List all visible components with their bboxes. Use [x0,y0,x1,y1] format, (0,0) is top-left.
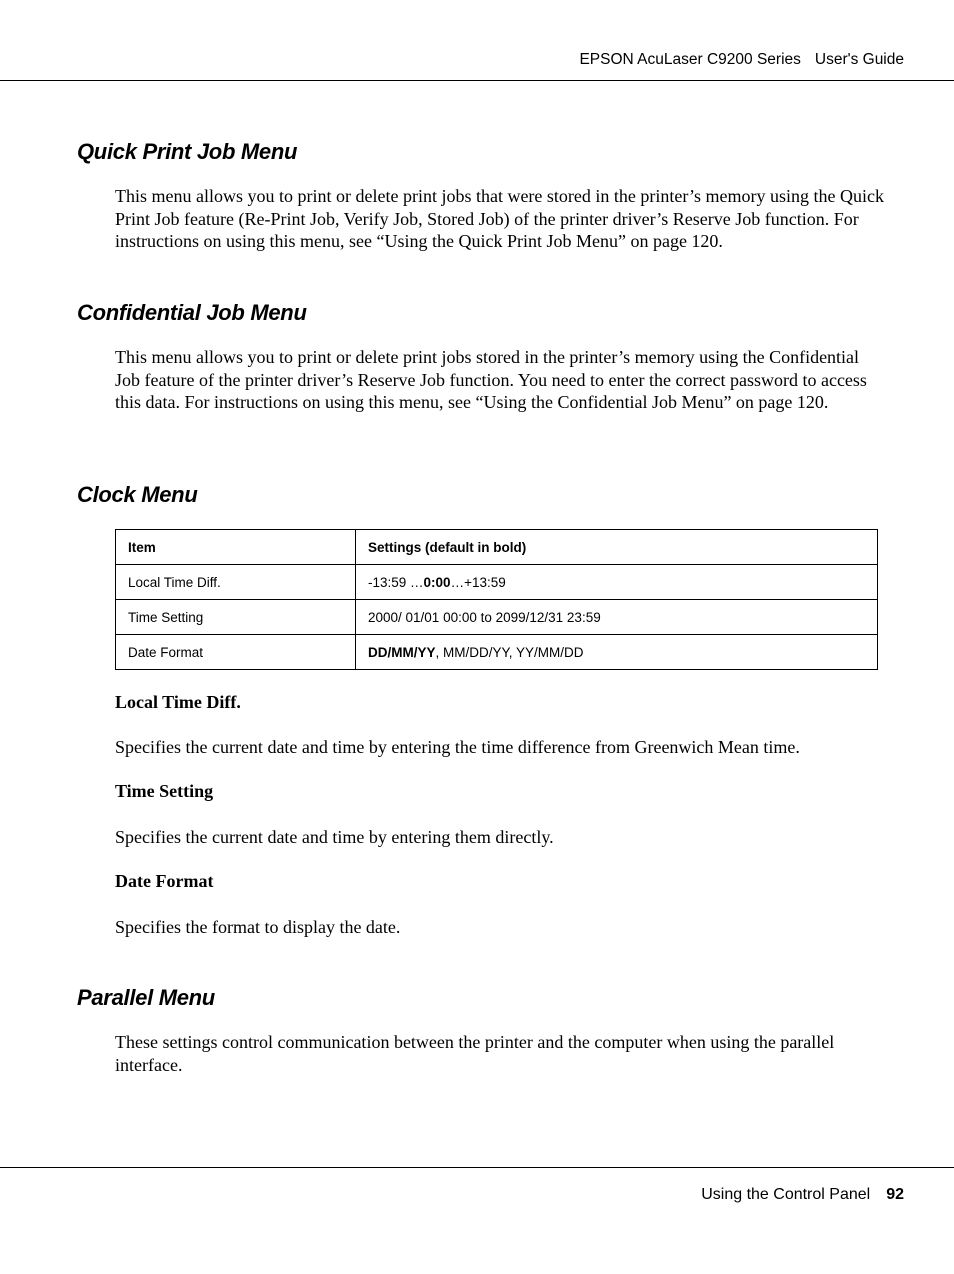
table-header-row [116,530,878,565]
table-row [116,600,878,635]
time-setting-subheading: Time Setting [115,781,214,801]
time-setting-body: Specifies the current date and time by entering them directly. [115,827,554,847]
clock-heading: Clock Menu [77,482,198,507]
confidential-heading: Confidential Job Menu [77,300,307,325]
cell-settings: 2000/ 01/01 00:00 to 2099/12/31 23:59 [356,600,878,635]
cell-settings: DD/MM/YY, MM/DD/YY, YY/MM/DD [356,635,878,670]
clock-settings-table [115,529,878,670]
footer-section: Using the Control Panel [701,1186,871,1203]
header-rule [0,80,954,81]
column-header-settings: Settings (default in bold) [356,530,878,565]
cell-item: Time Setting [116,600,356,635]
footer-rule [0,1167,954,1168]
running-footer [701,1186,904,1204]
date-format-subheading: Date Format [115,871,214,891]
header-product: EPSON AcuLaser C9200 Series [579,51,801,68]
quick-print-body: This menu allows you to print or delete print jobs that were stored in the printer’s memory using the Quick Print Job feature (Re-Print Job, Verify Job, Stored Job) of the printer driver’s Reserve Job function. For instructions on using this menu, see “Using the Quick Print Job Menu” on page 120. [115,186,885,251]
header-guide: User's Guide [814,51,904,68]
cell-item: Date Format [116,635,356,670]
cell-item: Local Time Diff. [116,565,356,600]
date-format-body: Specifies the format to display the date. [115,917,401,937]
confidential-body: This menu allows you to print or delete print jobs stored in the printer’s memory using the Confidential Job feature of the printer driver’s Reserve Job function. You need to enter the correct password to access this data. For instructions on using this menu, see “Using the Confidential Job Menu” on page 120. [115,347,867,412]
column-header-item: Item [116,530,356,565]
running-header [579,51,904,69]
local-time-diff-body: Specifies the current date and time by entering the time difference from Greenwich Mean time. [115,737,800,757]
quick-print-heading: Quick Print Job Menu [77,139,298,164]
table-row [116,565,878,600]
local-time-diff-subheading: Local Time Diff. [115,692,241,712]
parallel-heading: Parallel Menu [77,985,215,1010]
parallel-body: These settings control communication between the printer and the computer when using the parallel interface. [115,1032,835,1075]
page-number: 92 [886,1186,904,1203]
table-row [116,635,878,670]
cell-settings: -13:59 …0:00…+13:59 [356,565,878,600]
